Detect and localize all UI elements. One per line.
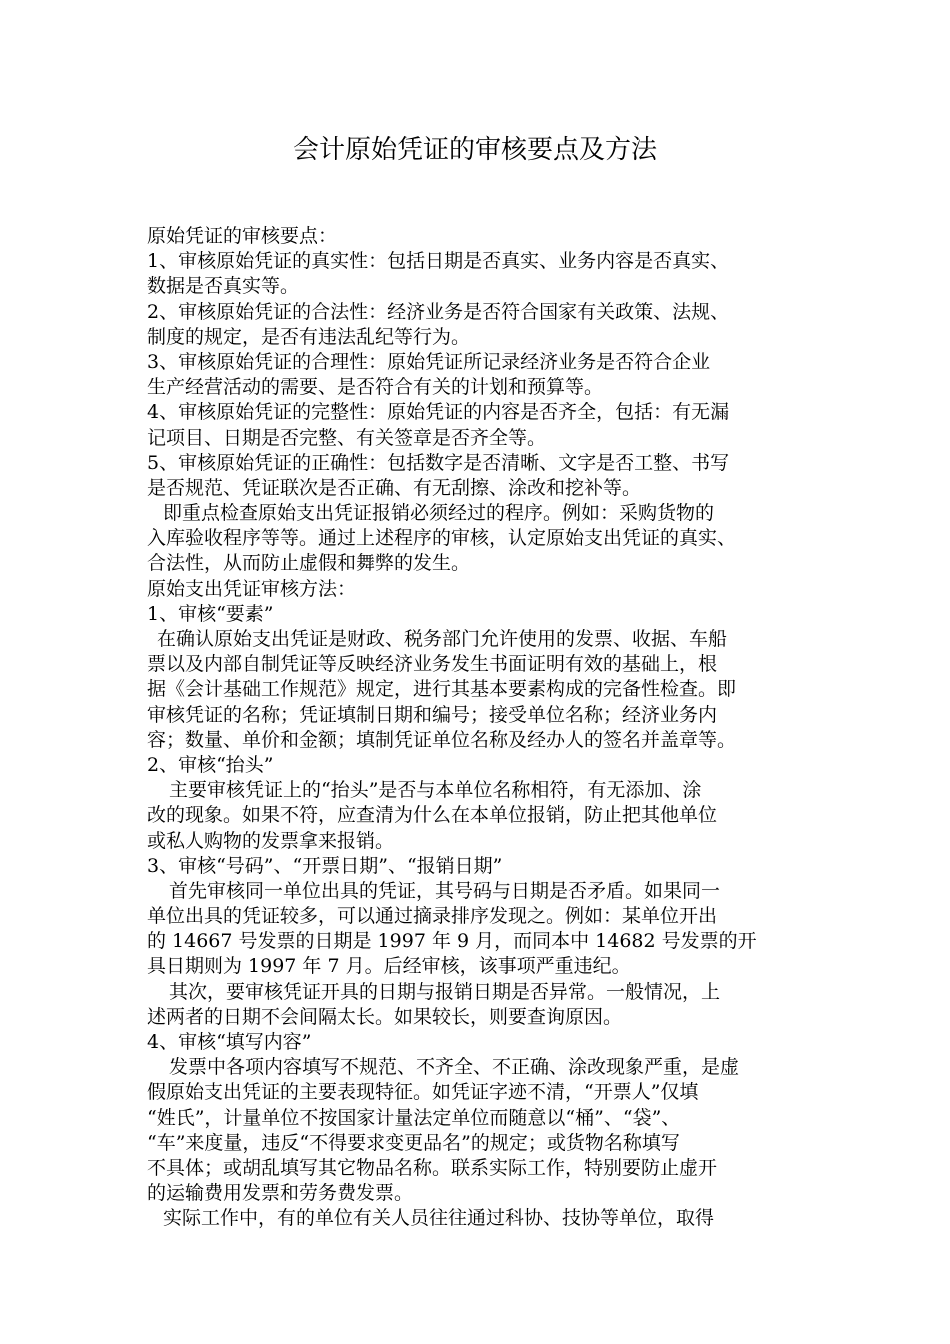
text-line: 发票中各项内容填写不规范、不齐全、不正确、涂改现象严重，是虚 [169,1056,740,1079]
text-line: 记项目、日期是否完整、有关签章是否齐全等。 [147,426,547,449]
text-line: “车”来度量，违反“不得要求变更品名”的规定；或货物名称填写 [147,1131,680,1154]
text-line: 首先审核同一单位出具的凭证，其号码与日期是否矛盾。如果同一 [169,879,721,902]
text-line: 合法性，从而防止虚假和舞弊的发生。 [147,552,471,575]
text-line: 1、审核原始凭证的真实性：包括日期是否真实、业务内容是否真实、 [147,250,730,273]
text-line: 不具体；或胡乱填写其它物品名称。联系实际工作，特别要防止虚开 [147,1156,718,1179]
text-line: 其次，要审核凭证开具的日期与报销日期是否异常。一般情况，上 [169,980,721,1003]
text-line: 5、审核原始凭证的正确性：包括数字是否清晰、文字是否工整、书写 [147,451,730,474]
document-body [147,224,819,1232]
text-line: 制度的规定，是否有违法乱纪等行为。 [147,325,471,348]
text-line: 4、审核“填写内容” [147,1031,312,1053]
text-line: 数据是否真实等。 [147,275,300,298]
text-line: 的运输费用发票和劳务费发票。 [147,1182,414,1205]
text-line: 的 14667 号发票的日期是 1997 年 9 月，而同本中 14682 号发票的开 [147,930,757,953]
text-line: 审核凭证的名称；凭证填制日期和编号；接受单位名称；经济业务内 [147,703,718,726]
text-line: 在确认原始支出凭证是财政、税务部门允许使用的发票、收据、车船 [157,628,728,650]
text-line: 原始支出凭证审核方法： [147,577,357,600]
text-line: 1、审核“要素” [147,602,274,625]
text-line: 即重点检查原始支出凭证报销必须经过的程序。例如：采购货物的 [163,502,715,525]
text-line: 实际工作中，有的单位有关人员往往通过科协、技协等单位，取得 [163,1207,715,1230]
text-line: 3、审核“号码”、“开票日期”、“报销日期” [147,854,503,877]
text-line: 主要审核凭证上的“抬头”是否与本单位名称相符，有无添加、涂 [169,779,702,802]
text-line: 生产经营活动的需要、是否符合有关的计划和预算等。 [147,376,604,399]
text-line: 4、审核原始凭证的完整性：原始凭证的内容是否齐全，包括：有无漏 [147,401,730,424]
text-line: 具日期则为 1997 年 7 月。后经审核，该事项严重违纪。 [147,955,631,978]
text-line: 原始凭证的审核要点： [147,225,338,247]
text-line: 入库验收程序等等。通过上述程序的审核，认定原始支出凭证的真实、 [147,527,737,550]
text-line: 改的现象。如果不符，应查清为什么在本单位报销，防止把其他单位 [147,804,718,827]
text-line: 单位出具的凭证较多，可以通过摘录排序发现之。例如：某单位开出 [147,905,718,928]
text-line: 述两者的日期不会间隔太长。如果较长，则要查询原因。 [147,1005,623,1028]
text-line: “姓氏”，计量单位不按国家计量法定单位而随意以“桶”、“袋”、 [147,1106,681,1129]
text-line: 容；数量、单价和金额；填制凭证单位名称及经办人的签名并盖章等。 [147,728,737,751]
text-line: 2、审核“抬头” [147,753,274,776]
text-line: 假原始支出凭证的主要表现特征。如凭证字迹不清，“开票人”仅填 [147,1081,699,1104]
page-title: 会计原始凭证的审核要点及方法 [292,135,657,165]
text-line: 3、审核原始凭证的合理性：原始凭证所记录经济业务是否符合企业 [147,350,711,373]
text-line: 票以及内部自制凭证等反映经济业务发生书面证明有效的基础上，根 [147,653,718,676]
text-line: 据《会计基础工作规范》规定，进行其基本要素构成的完备性检查。即 [147,678,737,701]
text-line: 2、审核原始凭证的合法性：经济业务是否符合国家有关政策、法规、 [147,300,730,323]
text-line: 或私人购物的发票拿来报销。 [147,829,395,852]
text-line: 是否规范、凭证联次是否正确、有无刮擦、涂改和挖补等。 [147,476,642,499]
